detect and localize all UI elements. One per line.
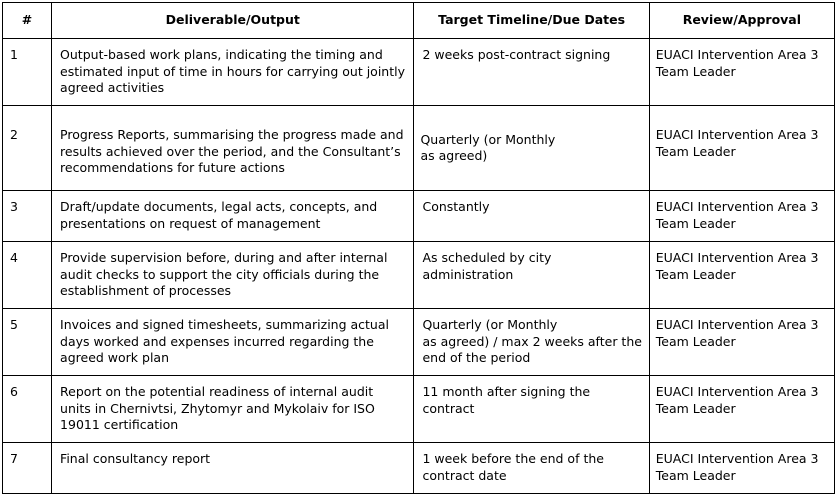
row-number: 7 — [10, 451, 18, 466]
deliverable-text: Provide supervision before, during and after internal audit checks to support the city officials during the establishment of processes — [60, 250, 388, 298]
header-timeline: Target Timeline/Due Dates — [414, 3, 649, 39]
timeline-text: As scheduled by city administration — [422, 250, 552, 282]
table-row — [3, 242, 835, 309]
review-text: EUACI Intervention Area 3 Team Leader — [655, 384, 819, 416]
deliverable-text: Invoices and signed timesheets, summarizing actual days worked and expenses incurred regarding the agreed work plan — [60, 317, 389, 365]
review-text: EUACI Intervention Area 3 Team Leader — [655, 250, 819, 282]
review-text: EUACI Intervention Area 3 Team Leader — [655, 127, 819, 159]
table-header-row — [3, 3, 835, 39]
table-row — [3, 309, 835, 376]
header-number: # — [3, 3, 52, 39]
row-number: 3 — [10, 199, 18, 214]
header-review: Review/Approval — [649, 3, 834, 39]
review-text: EUACI Intervention Area 3 Team Leader — [655, 451, 819, 483]
timeline-text: 1 week before the end of the contract date — [422, 451, 604, 483]
review-text: EUACI Intervention Area 3 Team Leader — [655, 47, 819, 79]
timeline-text: Quarterly (or Monthly as agreed) / max 2 weeks after the end of the period — [422, 317, 642, 365]
timeline-text: 2 weeks post-contract signing — [422, 47, 611, 62]
deliverable-text: Output-based work plans, indicating the timing and estimated input of time in hours for carrying out jointly agreed activities — [60, 47, 405, 95]
row-number: 2 — [10, 127, 18, 142]
review-text: EUACI Intervention Area 3 Team Leader — [655, 317, 819, 349]
deliverable-text: Draft/update documents, legal acts, concepts, and presentations on request of management — [60, 199, 378, 231]
row-number: 1 — [10, 47, 18, 62]
table-row — [3, 443, 835, 494]
review-text: EUACI Intervention Area 3 Team Leader — [655, 199, 819, 231]
table-row — [3, 106, 835, 191]
deliverables-table — [2, 2, 835, 494]
table-row — [3, 376, 835, 443]
row-number: 5 — [10, 317, 18, 332]
row-number: 6 — [10, 384, 18, 399]
timeline-text: Quarterly (or Monthly as agreed) — [420, 131, 556, 163]
timeline-text: Constantly — [422, 199, 490, 214]
deliverable-text: Final consultancy report — [60, 451, 211, 466]
table-row — [3, 39, 835, 106]
timeline-text: 11 month after signing the contract — [422, 384, 591, 416]
row-number: 4 — [10, 250, 18, 265]
header-deliverable: Deliverable/Output — [52, 3, 414, 39]
deliverable-text: Report on the potential readiness of internal audit units in Chernivtsi, Zhytomyr and Mykolaiv for ISO 19011 certification — [60, 384, 375, 432]
deliverable-text: Progress Reports, summarising the progress made and results achieved over the period, and the Consultant’s recommendations for future actions — [60, 127, 404, 175]
table-row — [3, 191, 835, 242]
